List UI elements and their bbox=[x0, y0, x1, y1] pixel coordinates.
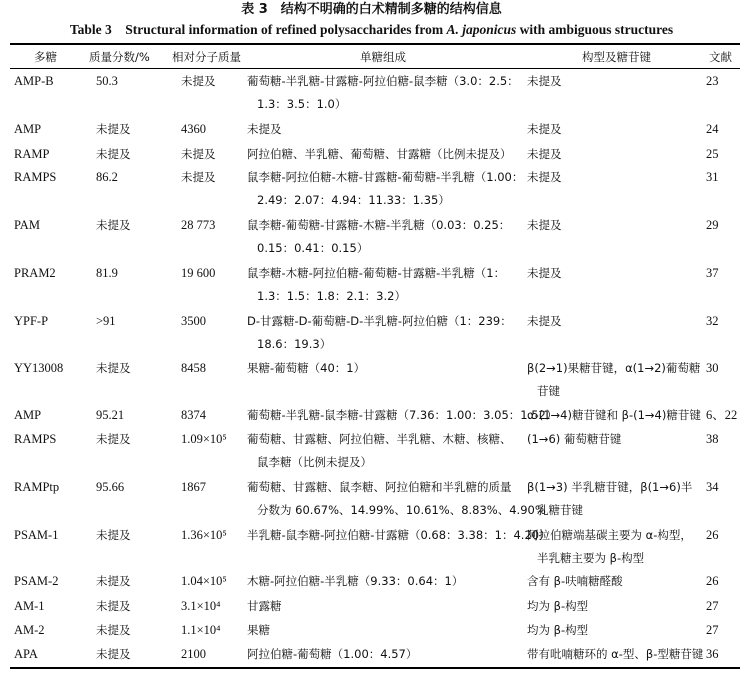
row-monosaccharide-composition: 葡萄糖-半乳糖-鼠李糖-甘露糖（7.36：1.00：3.05：1.52） bbox=[247, 408, 558, 422]
row-monosaccharide-composition: 半乳糖-鼠李糖-阿拉伯糖-甘露糖（0.68：3.38：1：4.20） bbox=[247, 528, 551, 542]
row-polysaccharide-name: RAMPS bbox=[14, 432, 57, 446]
row-monosaccharide-composition: 果糖-葡萄糖（40：1） bbox=[247, 361, 366, 375]
header-configuration: 构型及糖苷键 bbox=[582, 50, 651, 64]
table-title-chinese: 表 3 结构不明确的白术精制多糖的结构信息 bbox=[241, 2, 502, 17]
row-molecular-weight: 19 600 bbox=[181, 266, 216, 280]
row-monosaccharide-composition: 分数为 60.67%、14.99%、10.61%、8.83%、4.90% bbox=[257, 503, 546, 517]
row-molecular-weight: 2100 bbox=[181, 647, 206, 661]
header-mass-fraction: 质量分数/% bbox=[89, 50, 150, 64]
row-polysaccharide-name: AMP-B bbox=[14, 74, 54, 88]
row-reference: 24 bbox=[706, 122, 719, 136]
row-polysaccharide-name: PSAM-2 bbox=[14, 574, 59, 588]
row-mass-fraction: 未提及 bbox=[96, 528, 131, 542]
row-configuration: 未提及 bbox=[527, 266, 562, 280]
row-molecular-weight: 4360 bbox=[181, 122, 206, 136]
row-reference: 25 bbox=[706, 147, 719, 161]
row-molecular-weight: 1.36×10⁵ bbox=[181, 528, 227, 542]
row-mass-fraction: 未提及 bbox=[96, 647, 131, 661]
row-mass-fraction: 未提及 bbox=[96, 623, 131, 637]
row-monosaccharide-composition: 鼠李糖（比例未提及） bbox=[257, 455, 372, 469]
row-polysaccharide-name: YY13008 bbox=[14, 361, 64, 375]
row-reference: 27 bbox=[706, 599, 719, 613]
row-polysaccharide-name: PSAM-1 bbox=[14, 528, 59, 542]
row-polysaccharide-name: PAM bbox=[14, 218, 40, 232]
row-polysaccharide-name: RAMPtp bbox=[14, 480, 60, 494]
row-polysaccharide-name: RAMPS bbox=[14, 170, 57, 184]
row-mass-fraction: 未提及 bbox=[96, 147, 131, 161]
row-polysaccharide-name: AMP bbox=[14, 122, 42, 136]
row-configuration: 未提及 bbox=[527, 74, 562, 88]
row-polysaccharide-name: AM-1 bbox=[14, 599, 45, 613]
row-reference: 34 bbox=[706, 480, 719, 494]
row-configuration: 未提及 bbox=[527, 147, 562, 161]
row-reference: 38 bbox=[706, 432, 719, 446]
row-reference: 27 bbox=[706, 623, 719, 637]
row-configuration: 未提及 bbox=[527, 218, 562, 232]
title-english-suffix: with ambiguous structures bbox=[516, 22, 674, 37]
row-molecular-weight: 未提及 bbox=[181, 74, 216, 88]
row-molecular-weight: 3.1×10⁴ bbox=[181, 599, 221, 613]
row-configuration: β(1→3) 半乳糖苷键，β(1→6)半 bbox=[527, 480, 693, 494]
row-molecular-weight: 未提及 bbox=[181, 147, 216, 161]
title-english-prefix: Table 3 Structural information of refined polysaccharides from bbox=[69, 22, 447, 37]
table-top-rule bbox=[10, 43, 740, 45]
row-polysaccharide-name: AM-2 bbox=[14, 623, 45, 637]
row-reference: 31 bbox=[706, 170, 719, 184]
row-monosaccharide-composition: 木糖-阿拉伯糖-半乳糖（9.33：0.64：1） bbox=[247, 574, 464, 588]
row-monosaccharide-composition: 果糖 bbox=[247, 623, 270, 637]
row-monosaccharide-composition: 鼠李糖-阿拉伯糖-木糖-甘露糖-葡萄糖-半乳糖（1.00： bbox=[247, 170, 524, 184]
row-reference: 26 bbox=[706, 574, 719, 588]
row-configuration: 阿拉伯糖端基碳主要为 α-构型， bbox=[527, 528, 692, 542]
row-molecular-weight: 1867 bbox=[181, 480, 206, 494]
row-mass-fraction: 未提及 bbox=[96, 599, 131, 613]
row-configuration: 均为 β-构型 bbox=[527, 623, 589, 637]
row-polysaccharide-name: APA bbox=[14, 647, 38, 661]
row-monosaccharide-composition: 阿拉伯糖、半乳糖、葡萄糖、甘露糖（比例未提及） bbox=[247, 147, 512, 161]
row-monosaccharide-composition: 1.3：3.5：1.0） bbox=[257, 97, 347, 111]
row-configuration: 未提及 bbox=[527, 314, 562, 328]
row-monosaccharide-composition: 1.3：1.5：1.8：2.1：3.2） bbox=[257, 289, 406, 303]
header-reference: 文献 bbox=[709, 50, 732, 64]
row-configuration: 带有吡喃糖环的 α-型、β-型糖苷键 bbox=[527, 647, 704, 661]
row-mass-fraction: 未提及 bbox=[96, 218, 131, 232]
row-configuration: 乳糖苷键 bbox=[537, 503, 583, 517]
row-polysaccharide-name: RAMP bbox=[14, 147, 50, 161]
row-configuration: 半乳糖主要为 β-构型 bbox=[537, 551, 645, 565]
row-mass-fraction: 未提及 bbox=[96, 574, 131, 588]
row-molecular-weight: 28 773 bbox=[181, 218, 216, 232]
row-configuration: (1→6) 葡萄糖苷键 bbox=[527, 432, 622, 446]
row-reference: 23 bbox=[706, 74, 719, 88]
title-english-species: A. japonicus bbox=[446, 22, 517, 37]
row-mass-fraction: 81.9 bbox=[96, 266, 118, 280]
row-configuration: 未提及 bbox=[527, 122, 562, 136]
row-mass-fraction: 50.3 bbox=[96, 74, 118, 88]
row-polysaccharide-name: PRAM2 bbox=[14, 266, 56, 280]
row-monosaccharide-composition: 甘露糖 bbox=[247, 599, 282, 613]
row-molecular-weight: 1.1×10⁴ bbox=[181, 623, 221, 637]
row-mass-fraction: 未提及 bbox=[96, 361, 131, 375]
row-monosaccharide-composition: 未提及 bbox=[247, 122, 282, 136]
row-monosaccharide-composition: 2.49：2.07：4.94：11.33：1.35） bbox=[257, 193, 450, 207]
row-molecular-weight: 8374 bbox=[181, 408, 206, 422]
row-monosaccharide-composition: 葡萄糖、甘露糖、鼠李糖、阿拉伯糖和半乳糖的质量 bbox=[247, 480, 512, 494]
row-monosaccharide-composition: 鼠李糖-木糖-阿拉伯糖-葡萄糖-甘露糖-半乳糖（1： bbox=[247, 266, 506, 280]
row-mass-fraction: 95.66 bbox=[96, 480, 125, 494]
row-reference: 32 bbox=[706, 314, 719, 328]
row-configuration: 均为 β-构型 bbox=[527, 599, 589, 613]
row-configuration: β(2→1)果糖苷键，α(1→2)葡萄糖 bbox=[527, 361, 701, 375]
row-monosaccharide-composition: D-甘露糖-D-葡萄糖-D-半乳糖-阿拉伯糖（1：239： bbox=[247, 314, 512, 328]
row-reference: 36 bbox=[706, 647, 719, 661]
row-monosaccharide-composition: 阿拉伯糖-葡萄糖（1.00：4.57） bbox=[247, 647, 418, 661]
row-reference: 6、22 bbox=[706, 408, 738, 422]
row-monosaccharide-composition: 鼠李糖-葡萄糖-甘露糖-木糖-半乳糖（0.03：0.25： bbox=[247, 218, 511, 232]
row-molecular-weight: 1.04×10⁵ bbox=[181, 574, 227, 588]
row-reference: 29 bbox=[706, 218, 719, 232]
header-monosaccharide: 单糖组成 bbox=[360, 50, 406, 64]
row-reference: 37 bbox=[706, 266, 719, 280]
row-monosaccharide-composition: 葡萄糖-半乳糖-甘露糖-阿拉伯糖-鼠李糖（3.0：2.5： bbox=[247, 74, 519, 88]
row-polysaccharide-name: AMP bbox=[14, 408, 42, 422]
row-mass-fraction: 86.2 bbox=[96, 170, 118, 184]
row-configuration: 未提及 bbox=[527, 170, 562, 184]
row-molecular-weight: 1.09×10⁵ bbox=[181, 432, 227, 446]
row-mass-fraction: 95.21 bbox=[96, 408, 125, 422]
row-mass-fraction: 未提及 bbox=[96, 122, 131, 136]
row-molecular-weight: 8458 bbox=[181, 361, 206, 375]
row-mass-fraction: 未提及 bbox=[96, 432, 131, 446]
table-title-english bbox=[0, 22, 743, 38]
row-monosaccharide-composition: 0.15：0.41：0.15） bbox=[257, 241, 369, 255]
row-monosaccharide-composition: 18.6：19.3） bbox=[257, 337, 332, 351]
row-mass-fraction: >91 bbox=[96, 314, 116, 328]
row-configuration: 苷键 bbox=[537, 384, 560, 398]
row-reference: 26 bbox=[706, 528, 719, 542]
row-molecular-weight: 未提及 bbox=[181, 170, 216, 184]
header-polysaccharide: 多糖 bbox=[34, 50, 57, 64]
row-configuration: 含有 β-呋喃糖醛酸 bbox=[527, 574, 623, 588]
row-monosaccharide-composition: 葡萄糖、甘露糖、阿拉伯糖、半乳糖、木糖、核糖、 bbox=[247, 432, 512, 446]
row-polysaccharide-name: YPF-P bbox=[14, 314, 49, 328]
header-molecular-weight: 相对分子质量 bbox=[172, 50, 241, 64]
row-molecular-weight: 3500 bbox=[181, 314, 206, 328]
row-reference: 30 bbox=[706, 361, 719, 375]
row-configuration: α-(1→4)糖苷键和 β-(1→4)糖苷键 bbox=[527, 408, 701, 422]
table-bottom-rule bbox=[10, 667, 740, 669]
